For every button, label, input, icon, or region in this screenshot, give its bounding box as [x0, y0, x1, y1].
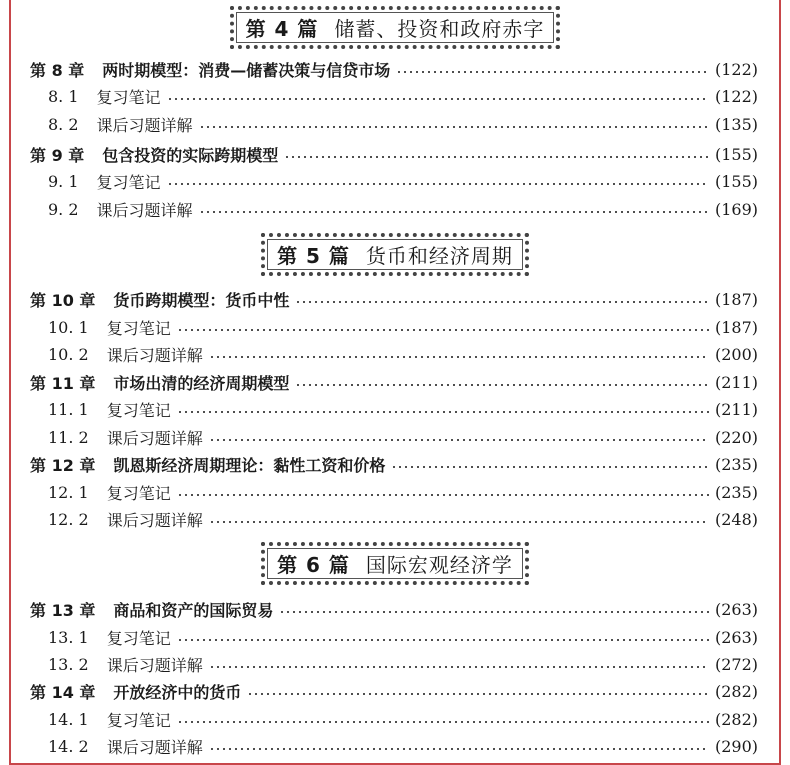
toc-section-row[interactable]: [0, 85, 758, 107]
page-number: (155): [714, 171, 758, 191]
leader-dots: [199, 211, 709, 213]
page-number: (263): [714, 599, 758, 619]
chapter-label: 第 14 章: [30, 682, 96, 702]
leader-dots: [284, 156, 709, 158]
leader-dots: [177, 411, 709, 413]
leader-dots: [209, 521, 709, 523]
page-number: (290): [714, 736, 758, 756]
leader-dots: [209, 439, 709, 441]
toc-chapter-row[interactable]: [0, 58, 758, 80]
toc-chapter-row[interactable]: [0, 453, 758, 475]
chapter-label: 第 12 章: [30, 455, 96, 475]
section-title: 复习笔记: [106, 628, 171, 648]
part-heading-frame: [261, 542, 529, 585]
page-number: (155): [714, 144, 758, 164]
section-title: 课后习题详解: [106, 510, 203, 530]
page-number: (263): [714, 627, 758, 647]
chapter-title: 两时期模型：消费—储蓄决策与信贷市场: [102, 60, 391, 80]
chapter-title: 市场出清的经济周期模型: [113, 373, 290, 393]
chapter-label: 第 10 章: [30, 290, 96, 310]
part-heading: [0, 6, 790, 49]
page-number: (200): [714, 344, 758, 364]
page-number: (187): [714, 289, 758, 309]
chapter-title: 凯恩斯经济周期理论：黏性工资和价格: [113, 455, 386, 475]
part-heading: [0, 542, 790, 585]
part-heading-frame: [261, 233, 529, 276]
part-heading-frame: [230, 6, 561, 49]
leader-dots: [396, 71, 709, 73]
section-title: 课后习题详解: [96, 200, 193, 220]
toc-section-row[interactable]: [0, 481, 758, 503]
section-title: 课后习题详解: [106, 655, 203, 675]
page-number: (135): [714, 114, 758, 134]
part-name: 储蓄、投资和政府赤字: [334, 17, 545, 41]
leader-dots: [279, 611, 709, 613]
chapter-title: 货币跨期模型：货币中性: [113, 290, 290, 310]
leader-dots: [295, 384, 709, 386]
leader-dots: [295, 301, 709, 303]
part-label: 第 4 篇: [245, 17, 319, 41]
leader-dots: [209, 356, 709, 358]
chapter-label: 第 11 章: [30, 373, 96, 393]
section-label: 10. 2: [48, 344, 89, 364]
page-number: (248): [714, 509, 758, 529]
section-title: 复习笔记: [96, 87, 161, 107]
section-label: 13. 2: [48, 654, 89, 674]
leader-dots: [391, 466, 709, 468]
section-title: 课后习题详解: [106, 345, 203, 365]
toc-chapter-row[interactable]: [0, 143, 758, 165]
page-number: (122): [714, 86, 758, 106]
page-number: (122): [714, 59, 758, 79]
section-label: 9. 2: [48, 199, 79, 219]
section-label: 10. 1: [48, 317, 89, 337]
leader-dots: [177, 494, 709, 496]
section-title: 课后习题详解: [106, 737, 203, 757]
page-number: (187): [714, 317, 758, 337]
toc-chapter-row[interactable]: [0, 598, 758, 620]
part-label: 第 5 篇: [277, 244, 350, 268]
toc-section-row[interactable]: [0, 170, 758, 192]
section-label: 9. 1: [48, 171, 79, 191]
toc-chapter-row[interactable]: [0, 680, 758, 702]
chapter-title: 开放经济中的货币: [113, 682, 242, 702]
part-name: 国际宏观经济学: [365, 553, 513, 577]
toc-section-row[interactable]: [0, 398, 758, 420]
leader-dots: [199, 126, 709, 128]
toc-section-row[interactable]: [0, 508, 758, 530]
chapter-label: 第 9 章: [30, 145, 85, 165]
leader-dots: [177, 639, 709, 641]
leader-dots: [247, 693, 709, 695]
section-label: 12. 1: [48, 482, 89, 502]
chapter-label: 第 8 章: [30, 60, 85, 80]
page-number: (235): [714, 454, 758, 474]
leader-dots: [177, 721, 709, 723]
section-label: 14. 1: [48, 709, 89, 729]
section-label: 14. 2: [48, 736, 89, 756]
section-label: 12. 2: [48, 509, 89, 529]
toc-section-row[interactable]: [0, 198, 758, 220]
toc-section-row[interactable]: [0, 343, 758, 365]
page-frame-right: [779, 0, 781, 765]
section-title: 课后习题详解: [106, 428, 203, 448]
section-label: 11. 1: [48, 399, 89, 419]
leader-dots: [167, 98, 709, 100]
page-number: (272): [714, 654, 758, 674]
toc-chapter-row[interactable]: [0, 371, 758, 393]
section-label: 8. 2: [48, 114, 79, 134]
leader-dots: [209, 666, 709, 668]
chapter-title: 商品和资产的国际贸易: [113, 600, 274, 620]
section-title: 复习笔记: [106, 318, 171, 338]
toc-section-row[interactable]: [0, 653, 758, 675]
toc-chapter-row[interactable]: [0, 288, 758, 310]
toc-section-row[interactable]: [0, 708, 758, 730]
leader-dots: [167, 183, 709, 185]
page-number: (220): [714, 427, 758, 447]
leader-dots: [209, 748, 709, 750]
toc-section-row[interactable]: [0, 735, 758, 757]
chapter-title: 包含投资的实际跨期模型: [102, 145, 279, 165]
section-label: 13. 1: [48, 627, 89, 647]
toc-section-row[interactable]: [0, 316, 758, 338]
part-name: 货币和经济周期: [365, 244, 513, 268]
section-title: 复习笔记: [106, 483, 171, 503]
page-number: (282): [714, 709, 758, 729]
page-number: (282): [714, 681, 758, 701]
section-title: 课后习题详解: [96, 115, 193, 135]
section-label: 11. 2: [48, 427, 89, 447]
page-number: (211): [714, 399, 758, 419]
toc-section-row[interactable]: [0, 626, 758, 648]
part-label: 第 6 篇: [277, 553, 350, 577]
page-number: (211): [714, 372, 758, 392]
page-number: (235): [714, 482, 758, 502]
toc-section-row[interactable]: [0, 113, 758, 135]
page-number: (169): [714, 199, 758, 219]
part-heading: [0, 233, 790, 276]
toc-section-row[interactable]: [0, 426, 758, 448]
chapter-label: 第 13 章: [30, 600, 96, 620]
section-title: 复习笔记: [106, 710, 171, 730]
section-label: 8. 1: [48, 86, 79, 106]
leader-dots: [177, 329, 709, 331]
section-title: 复习笔记: [106, 400, 171, 420]
section-title: 复习笔记: [96, 172, 161, 192]
